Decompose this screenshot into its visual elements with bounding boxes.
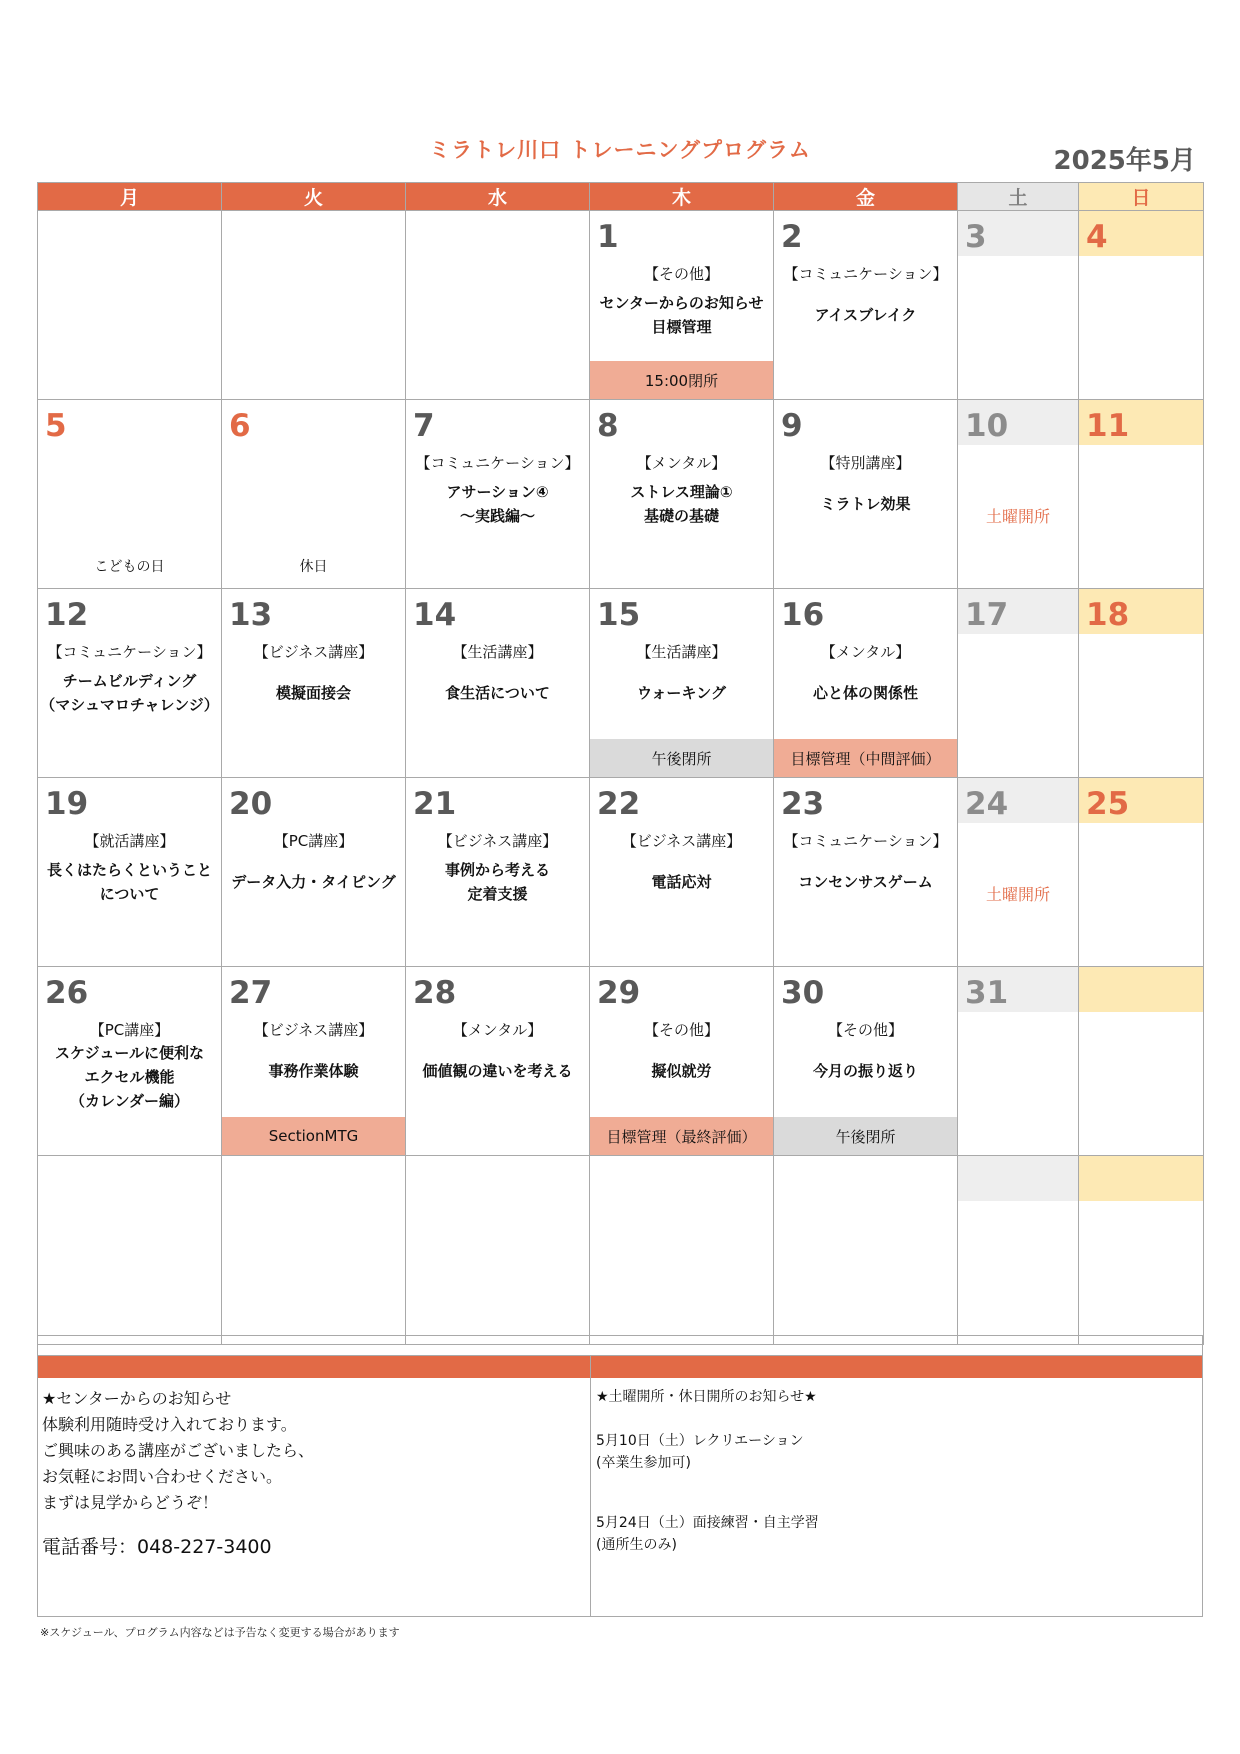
day-number: 8 — [597, 408, 619, 444]
day-cell-content — [958, 589, 1078, 777]
program-title-line: データ入力・タイピング — [231, 873, 396, 891]
day-number: 2 — [781, 219, 803, 255]
program-title-line: （カレンダー編） — [69, 1092, 190, 1110]
day-number: 7 — [413, 408, 435, 444]
program-category: 【その他】 — [827, 1021, 903, 1039]
day-number: 21 — [413, 786, 457, 822]
day-cell-23 — [774, 778, 958, 967]
day-status-badge: 午後閉所 — [590, 739, 773, 777]
day-cell-content — [38, 967, 221, 1155]
day-cell-7 — [406, 400, 590, 589]
day-cell-content — [590, 589, 773, 777]
program-category: 【PC講座】 — [89, 1021, 170, 1039]
day-cell-1 — [590, 211, 774, 400]
day-cell-27 — [222, 967, 406, 1156]
weekend-event-title: 5月10日（土）レクリエーション — [596, 1433, 804, 1449]
calendar-week-row — [38, 211, 1204, 400]
day-cell-9 — [774, 400, 958, 589]
day-cell-content — [774, 211, 957, 399]
day-cell-10 — [958, 400, 1079, 589]
notice-header-bar — [38, 1356, 1202, 1378]
day-cell-31 — [958, 967, 1079, 1156]
day-number: 31 — [965, 975, 1009, 1011]
empty-day-cell — [222, 1156, 406, 1345]
program-title-line: 今月の振り返り — [812, 1062, 918, 1080]
weekday-mon: 月 — [38, 183, 222, 211]
program-category: 【生活講座】 — [452, 643, 543, 661]
day-cell-content — [222, 211, 405, 399]
empty-day-cell — [38, 1156, 222, 1345]
saturday-band — [958, 967, 1078, 1012]
sunday-band — [1079, 211, 1203, 256]
day-number: 30 — [781, 975, 825, 1011]
program-category: 【ビジネス講座】 — [253, 643, 374, 661]
day-cell-content — [222, 1156, 405, 1344]
day-cell-content — [1079, 1156, 1203, 1344]
calendar-week-row — [38, 589, 1204, 778]
page-title: ミラトレ川口 トレーニングプログラム — [429, 138, 811, 162]
empty-day-cell — [38, 211, 222, 400]
program-title-line: ミラトレ効果 — [820, 495, 911, 513]
program-title — [38, 858, 221, 906]
day-cell-18 — [1079, 589, 1204, 778]
empty-day-cell — [590, 1156, 774, 1345]
program-category: 【コミュニケーション】 — [783, 832, 948, 850]
weekday-wed: 水 — [406, 183, 590, 211]
weekday-tue: 火 — [222, 183, 406, 211]
program-category: 【メンタル】 — [636, 454, 727, 472]
weekday-sun: 日 — [1079, 183, 1204, 211]
day-cell-content — [1079, 400, 1203, 588]
day-cell-8 — [590, 400, 774, 589]
day-status-badge: 15:00閉所 — [590, 361, 773, 399]
day-cell-content — [406, 778, 589, 966]
day-cell-2 — [774, 211, 958, 400]
day-cell-content — [590, 967, 773, 1155]
day-number: 25 — [1086, 786, 1130, 822]
program-title — [774, 303, 957, 327]
day-cell-28 — [406, 967, 590, 1156]
calendar-grid — [37, 182, 1204, 1345]
program-category: 【その他】 — [643, 1021, 719, 1039]
day-number: 28 — [413, 975, 457, 1011]
day-number: 22 — [597, 786, 641, 822]
empty-day-cell — [222, 211, 406, 400]
day-status-badge: SectionMTG — [222, 1117, 405, 1155]
center-notice-line: 体験利用随時受け入れております。 — [42, 1415, 297, 1434]
holiday-note: こどもの日 — [94, 559, 165, 575]
program-category: 【PC講座】 — [273, 832, 354, 850]
empty-day-cell — [406, 1156, 590, 1345]
day-number: 13 — [229, 597, 273, 633]
program-title-line: 模擬面接会 — [275, 684, 351, 702]
day-number: 18 — [1086, 597, 1130, 633]
sunday-band — [1079, 778, 1203, 823]
day-cell-content — [406, 589, 589, 777]
program-category: 【コミュニケーション】 — [415, 454, 580, 472]
day-cell-15 — [590, 589, 774, 778]
sunday-band — [1079, 400, 1203, 445]
day-cell-content — [222, 967, 405, 1155]
center-notice-line: お気軽にお問い合わせください。 — [42, 1467, 283, 1486]
program-title-line: 価値観の違いを考える — [422, 1062, 573, 1080]
program-title — [406, 681, 589, 705]
sunday-band — [1079, 967, 1203, 1012]
day-number: 14 — [413, 597, 457, 633]
program-title — [774, 681, 957, 705]
day-cell-content — [222, 400, 405, 588]
day-status-badge: 目標管理（中間評価） — [774, 739, 957, 777]
program-title-line: エクセル機能 — [84, 1068, 175, 1086]
day-cell-content — [38, 400, 221, 588]
program-title-line: チームビルディング — [62, 672, 197, 690]
sunday-band — [1079, 1156, 1203, 1201]
program-title-line: ～実践編～ — [459, 507, 535, 525]
day-number: 16 — [781, 597, 825, 633]
day-number: 10 — [965, 408, 1009, 444]
program-category: 【コミュニケーション】 — [47, 643, 212, 661]
day-cell-14 — [406, 589, 590, 778]
day-number: 3 — [965, 219, 987, 255]
program-title — [590, 1059, 773, 1083]
day-number: 19 — [45, 786, 89, 822]
day-cell-content — [958, 211, 1078, 399]
program-category: 【特別講座】 — [820, 454, 911, 472]
day-cell-content — [222, 589, 405, 777]
calendar-week-row — [38, 967, 1204, 1156]
program-title — [774, 870, 957, 894]
program-title — [590, 870, 773, 894]
program-title — [222, 870, 405, 894]
day-cell-22 — [590, 778, 774, 967]
program-title-line: センターからのお知らせ — [599, 294, 764, 312]
program-title-line: 心と体の関係性 — [812, 684, 918, 702]
saturday-band — [958, 1156, 1078, 1201]
program-title — [590, 681, 773, 705]
program-title — [406, 858, 589, 906]
empty-day-cell — [774, 1156, 958, 1345]
program-category: 【その他】 — [643, 265, 719, 283]
day-status-badge: 午後閉所 — [774, 1117, 957, 1155]
program-title-line: 事務作業体験 — [268, 1062, 359, 1080]
program-title-line: ウォーキング — [637, 684, 726, 702]
day-cell-content — [590, 211, 773, 399]
saturday-open-note: 土曜開所 — [985, 885, 1050, 904]
day-cell-content — [774, 400, 957, 588]
program-title-line: 食生活について — [445, 684, 550, 702]
weekday-fri: 金 — [774, 183, 958, 211]
program-title-line: スケジュールに便利な — [54, 1044, 205, 1062]
day-number: 9 — [781, 408, 803, 444]
day-cell-4 — [1079, 211, 1204, 400]
day-cell-content — [958, 778, 1078, 966]
day-number: 12 — [45, 597, 89, 633]
day-cell-6 — [222, 400, 406, 589]
day-cell-content — [406, 211, 589, 399]
program-category: 【ビジネス講座】 — [253, 1021, 374, 1039]
program-title-line: ストレス理論① — [630, 483, 733, 501]
day-cell-content — [774, 589, 957, 777]
day-cell-content — [38, 1156, 221, 1344]
center-notice-line: ご興味のある講座がございましたら、 — [42, 1441, 315, 1460]
saturday-open-note: 土曜開所 — [985, 507, 1050, 526]
day-cell-29 — [590, 967, 774, 1156]
day-cell-3 — [958, 211, 1079, 400]
program-title-line: 電話応対 — [651, 873, 712, 891]
saturday-band — [958, 778, 1078, 823]
day-cell-content — [590, 400, 773, 588]
day-cell-content — [406, 967, 589, 1155]
day-cell-30 — [774, 967, 958, 1156]
day-cell-content — [590, 778, 773, 966]
day-cell-content — [38, 589, 221, 777]
program-category: 【ビジネス講座】 — [437, 832, 558, 850]
weekend-event — [596, 1512, 1196, 1556]
program-title — [774, 492, 957, 516]
disclaimer: ※スケジュール、プログラム内容などは予告なく変更する場合があります — [40, 1626, 400, 1639]
day-number: 6 — [229, 408, 251, 444]
day-number: 24 — [965, 786, 1009, 822]
day-number: 23 — [781, 786, 825, 822]
weekday-thu: 木 — [590, 183, 774, 211]
program-category: 【コミュニケーション】 — [783, 265, 948, 283]
program-category: 【メンタル】 — [820, 643, 911, 661]
day-number: 1 — [597, 219, 619, 255]
day-cell-content — [406, 400, 589, 588]
program-title — [406, 1059, 589, 1083]
program-category: 【ビジネス講座】 — [621, 832, 742, 850]
day-cell-content — [774, 778, 957, 966]
program-title — [774, 1059, 957, 1083]
day-cell-content — [38, 778, 221, 966]
day-number: 11 — [1086, 408, 1130, 444]
program-title — [222, 1059, 405, 1083]
day-cell-21 — [406, 778, 590, 967]
program-title — [590, 291, 773, 339]
program-title-line: アイスブレイク — [814, 306, 917, 324]
day-status-badge: 目標管理（最終評価） — [590, 1117, 773, 1155]
day-cell-20 — [222, 778, 406, 967]
day-cell-content — [1079, 967, 1203, 1155]
day-cell-17 — [958, 589, 1079, 778]
day-cell-13 — [222, 589, 406, 778]
day-cell-content — [590, 1156, 773, 1344]
program-title-line: 事例から考える — [444, 861, 550, 879]
program-category: 【就活講座】 — [84, 832, 175, 850]
day-cell-16 — [774, 589, 958, 778]
day-cell-26 — [38, 967, 222, 1156]
weekend-event — [596, 1430, 1196, 1474]
program-title-line: （マシュマロチャレンジ） — [40, 696, 219, 714]
program-title-line: アサーション④ — [446, 483, 549, 501]
program-title — [38, 1041, 221, 1113]
weekend-event-detail: (通所生のみ) — [596, 1537, 677, 1553]
calendar-week-row — [38, 1156, 1204, 1345]
day-cell-content — [1079, 778, 1203, 966]
center-notice-line: まずは見学からどうぞ！ — [42, 1493, 219, 1512]
empty-day-cell — [1079, 1156, 1204, 1345]
program-title — [590, 480, 773, 528]
day-cell-12 — [38, 589, 222, 778]
empty-day-cell — [406, 211, 590, 400]
weekend-event-title: 5月24日（土）面接練習・自主学習 — [596, 1515, 819, 1531]
day-cell-19 — [38, 778, 222, 967]
saturday-band — [958, 589, 1078, 634]
program-title-line: 基礎の基礎 — [643, 507, 719, 525]
weekend-open-notice — [596, 1386, 1196, 1556]
program-title-line: 擬似就労 — [651, 1062, 712, 1080]
program-title-line: 目標管理 — [651, 318, 712, 336]
notice-box — [37, 1355, 1203, 1617]
program-title-line: コンセンサスゲーム — [798, 873, 933, 891]
day-cell-content — [222, 778, 405, 966]
day-number: 5 — [45, 408, 67, 444]
program-title-line: 定着支援 — [467, 885, 528, 903]
day-number: 17 — [965, 597, 1009, 633]
weekend-event-detail: (卒業生参加可) — [596, 1455, 691, 1471]
day-number: 27 — [229, 975, 273, 1011]
weekday-sat: 土 — [958, 183, 1079, 211]
phone-number: 電話番号：048-227-3400 — [42, 1536, 272, 1558]
sunday-band — [1079, 589, 1203, 634]
empty-day-cell — [958, 1156, 1079, 1345]
program-title-line: 長くはたらくということ — [46, 861, 212, 879]
program-category: 【メンタル】 — [452, 1021, 543, 1039]
month-label: 2025年5月 — [1053, 146, 1196, 176]
calendar-week-row — [38, 400, 1204, 589]
day-number: 20 — [229, 786, 273, 822]
day-cell-content — [38, 211, 221, 399]
program-title — [222, 681, 405, 705]
program-title — [406, 480, 589, 528]
weekend-notice-heading: ★土曜開所・休日開所のお知らせ★ — [596, 1389, 817, 1405]
day-cell-25 — [1079, 778, 1204, 967]
day-cell-24 — [958, 778, 1079, 967]
day-cell-content — [1079, 211, 1203, 399]
holiday-note: 休日 — [299, 559, 328, 575]
day-cell-content — [774, 967, 957, 1155]
empty-day-cell — [1079, 967, 1204, 1156]
day-number: 29 — [597, 975, 641, 1011]
program-category: 【生活講座】 — [636, 643, 727, 661]
notice-divider — [590, 1356, 591, 1616]
day-cell-content — [774, 1156, 957, 1344]
day-cell-5 — [38, 400, 222, 589]
day-number: 15 — [597, 597, 641, 633]
notice-spacer — [37, 1335, 1203, 1355]
program-title — [38, 669, 221, 717]
day-cell-content — [406, 1156, 589, 1344]
day-cell-11 — [1079, 400, 1204, 589]
day-cell-content — [958, 400, 1078, 588]
day-number: 26 — [45, 975, 89, 1011]
day-number: 4 — [1086, 219, 1108, 255]
saturday-band — [958, 211, 1078, 256]
day-cell-content — [1079, 589, 1203, 777]
saturday-band — [958, 400, 1078, 445]
center-notice-line: ★センターからのお知らせ — [42, 1389, 232, 1408]
program-title-line: について — [99, 885, 160, 903]
day-cell-content — [958, 967, 1078, 1155]
weekday-header-row — [38, 183, 1204, 211]
day-cell-content — [958, 1156, 1078, 1344]
calendar-week-row — [38, 778, 1204, 967]
center-notice — [42, 1386, 582, 1560]
